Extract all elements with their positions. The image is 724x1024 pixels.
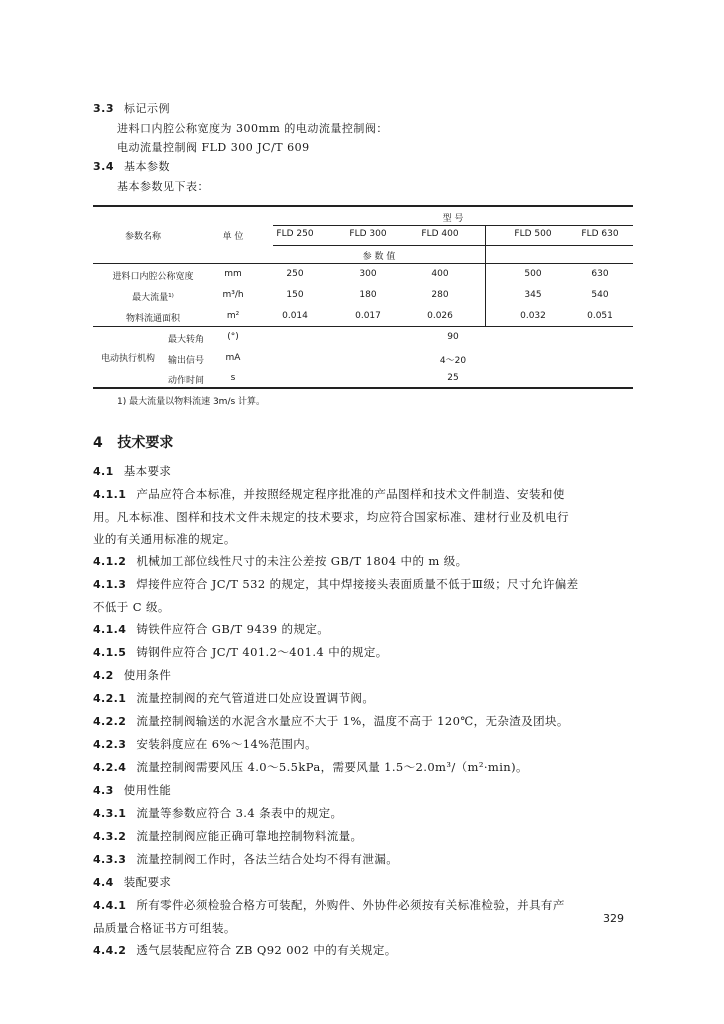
clause-text: 使用条件 [123,668,172,682]
chapter-4-heading [93,432,173,452]
paragraph-line [93,687,641,710]
parameter-table [93,205,633,389]
clause-number: 4.3.1 [93,807,127,820]
paragraph-line [93,506,641,528]
paragraph-line [93,528,641,550]
clause-text: 流量控制阀工作时，各法兰结合处均不得有泄漏。 [136,852,399,866]
clause-number: 4.1.2 [93,555,127,568]
paragraph-line [93,550,641,573]
model-label: FLD 400 [421,229,459,239]
section-number: 3.3 [93,102,114,115]
clause-number: 4.1.4 [93,623,127,636]
paragraph-line [93,596,641,618]
table-footnote: 1) 最大流量以物料流速 3m/s 计算。 [117,397,266,407]
header-parameter-name: 参数名称 [124,232,161,242]
row-value: 150 [286,290,304,300]
row-value: 250 [286,269,304,279]
clause-text: 产品应符合本标准，并按照经规定程序批准的产品图样和技术文件制造、安装和使 [136,487,565,501]
table-rule [273,245,633,246]
row-value: 500 [524,269,542,279]
actuator-row-value: 25 [447,373,459,383]
paragraph-line [93,460,641,483]
row-value: 180 [359,290,377,300]
clause-text: 品质量合格证书方可组装。 [93,921,236,935]
paragraph-line [93,664,641,687]
clause-text: 所有零件必须检验合格方可装配，外购件、外协件必须按有关标准检验，并具有产 [136,898,565,912]
header-values: 参 数 值 [362,252,396,262]
actuator-row-name: 最大转角 [167,335,204,345]
clause-number: 4.2.2 [93,715,127,728]
requirements-body [93,460,641,962]
paragraph-line [93,483,641,506]
page-number: 329 [603,912,624,925]
paragraph-line [93,733,641,756]
clause-text: 用。凡本标准、图样和技术文件未规定的技术要求，均应符合国家标准、建材行业及机电行 [93,510,569,524]
paragraph-line [93,871,641,894]
section-number: 3.4 [93,160,114,173]
paragraph-line [93,848,641,871]
clause-number: 4.4 [93,876,114,889]
row-unit: mm [224,269,242,279]
actuator-row-unit: mA [225,353,241,363]
row-unit: m² [226,311,240,321]
clause-text: 铸钢件应符合 JC/T 401.2～401.4 中的规定。 [136,645,388,659]
clause-number: 4.1.1 [93,488,127,501]
clause-text: 透气层装配应符合 ZB Q92 002 中的有关规定。 [136,943,397,957]
row-value: 0.017 [355,311,381,321]
clause-text: 流量控制阀的充气管道进口处应设置调节阀。 [136,691,375,705]
paragraph-line [93,641,641,664]
row-value: 0.032 [520,311,546,321]
paragraph-line [93,894,641,917]
clause-text: 安装斜度应在 6%～14%范围内。 [136,737,318,751]
row-value: 400 [431,269,449,279]
table-intro: 基本参数见下表： [117,180,209,193]
actuator-row-name: 动作时间 [167,376,204,386]
row-value: 0.026 [427,311,453,321]
row-value: 630 [591,269,609,279]
clause-number: 4.3.2 [93,830,127,843]
clause-text: 机械加工部位线性尺寸的未注公差按 GB/T 1804 中的 m 级。 [136,554,468,568]
clause-text: 使用性能 [123,783,172,797]
row-value: 280 [431,290,449,300]
row-value: 0.014 [282,311,308,321]
paragraph-line [93,756,641,779]
row-value: 300 [359,269,377,279]
chapter-title: 技术要求 [117,435,174,451]
clause-number: 4.1.3 [93,578,127,591]
table-column-rule [485,225,486,327]
table-rule [93,263,633,264]
clause-number: 4.2.1 [93,692,127,705]
clause-number: 4.3 [93,784,114,797]
clause-text: 流量控制阀输送的水泥含水量应不大于 1%，温度不高于 120℃，无杂渣及团块。 [136,714,569,728]
clause-text: 装配要求 [123,875,172,889]
clause-number: 4.1.5 [93,646,127,659]
model-label: FLD 630 [581,229,619,239]
header-model: 型 号 [442,214,464,224]
clause-text: 流量控制阀应能正确可靠地控制物料流量。 [136,829,363,843]
row-unit: m³/h [222,290,244,300]
paragraph-line [93,573,641,596]
clause-number: 4.2 [93,669,114,682]
clause-text: 铸铁件应符合 GB/T 9439 的规定。 [136,622,330,636]
actuator-row-value: 90 [447,332,459,342]
clause-text: 流量等参数应符合 3.4 条表中的规定。 [136,806,343,820]
row-value: 540 [591,290,609,300]
paragraph-line [93,825,641,848]
actuator-label: 电动执行机构 [100,354,155,364]
clause-text: 基本要求 [123,464,172,478]
table-rule [93,326,633,327]
section-3-3-heading [93,100,170,116]
actuator-row-unit: (°) [227,332,239,342]
section-3-4-heading [93,158,170,174]
section-title: 标记示例 [124,102,170,115]
table-rule [273,225,633,226]
row-value: 345 [524,290,542,300]
row-name: 最大流量¹⁾ [132,293,174,303]
clause-number: 4.4.2 [93,944,127,957]
actuator-row-name: 输出信号 [167,356,204,366]
table-bottom-rule [93,387,633,389]
model-label: FLD 300 [349,229,387,239]
clause-number: 4.3.3 [93,853,127,866]
clause-text: 流量控制阀需要风压 4.0～5.5kPa，需要风量 1.5～2.0m³/（m²·min)。 [136,760,528,774]
paragraph-line [93,779,641,802]
paragraph-line [93,917,641,939]
clause-number: 4.4.1 [93,899,127,912]
actuator-row-value: 4～20 [439,356,467,366]
clause-text: 不低于 C 级。 [93,600,170,614]
clause-text: 业的有关通用标准的规定。 [93,532,236,546]
actuator-row-unit: s [230,373,236,383]
model-label: FLD 500 [514,229,552,239]
paragraph-line [93,939,641,962]
clause-number: 4.1 [93,465,114,478]
row-value: 0.051 [587,311,613,321]
paragraph-line [93,710,641,733]
paragraph-line [93,618,641,641]
clause-number: 4.2.3 [93,738,127,751]
marking-example-line-1: 进料口内腔公称宽度为 300mm 的电动流量控制阀： [117,122,388,135]
row-name: 进料口内腔公称宽度 [112,272,194,282]
model-label: FLD 250 [276,229,314,239]
paragraph-line [93,802,641,825]
header-unit: 单 位 [222,232,244,242]
row-name: 物料流通面积 [125,314,180,324]
chapter-number: 4 [93,435,103,451]
table-top-rule [93,205,633,207]
clause-text: 焊接件应符合 JC/T 532 的规定，其中焊接接头表面质量不低于Ⅲ级；尺寸允许偏差 [136,577,579,591]
marking-example-line-2: 电动流量控制阀 FLD 300 JC/T 609 [117,141,310,154]
clause-number: 4.2.4 [93,761,127,774]
section-title: 基本参数 [124,160,170,173]
